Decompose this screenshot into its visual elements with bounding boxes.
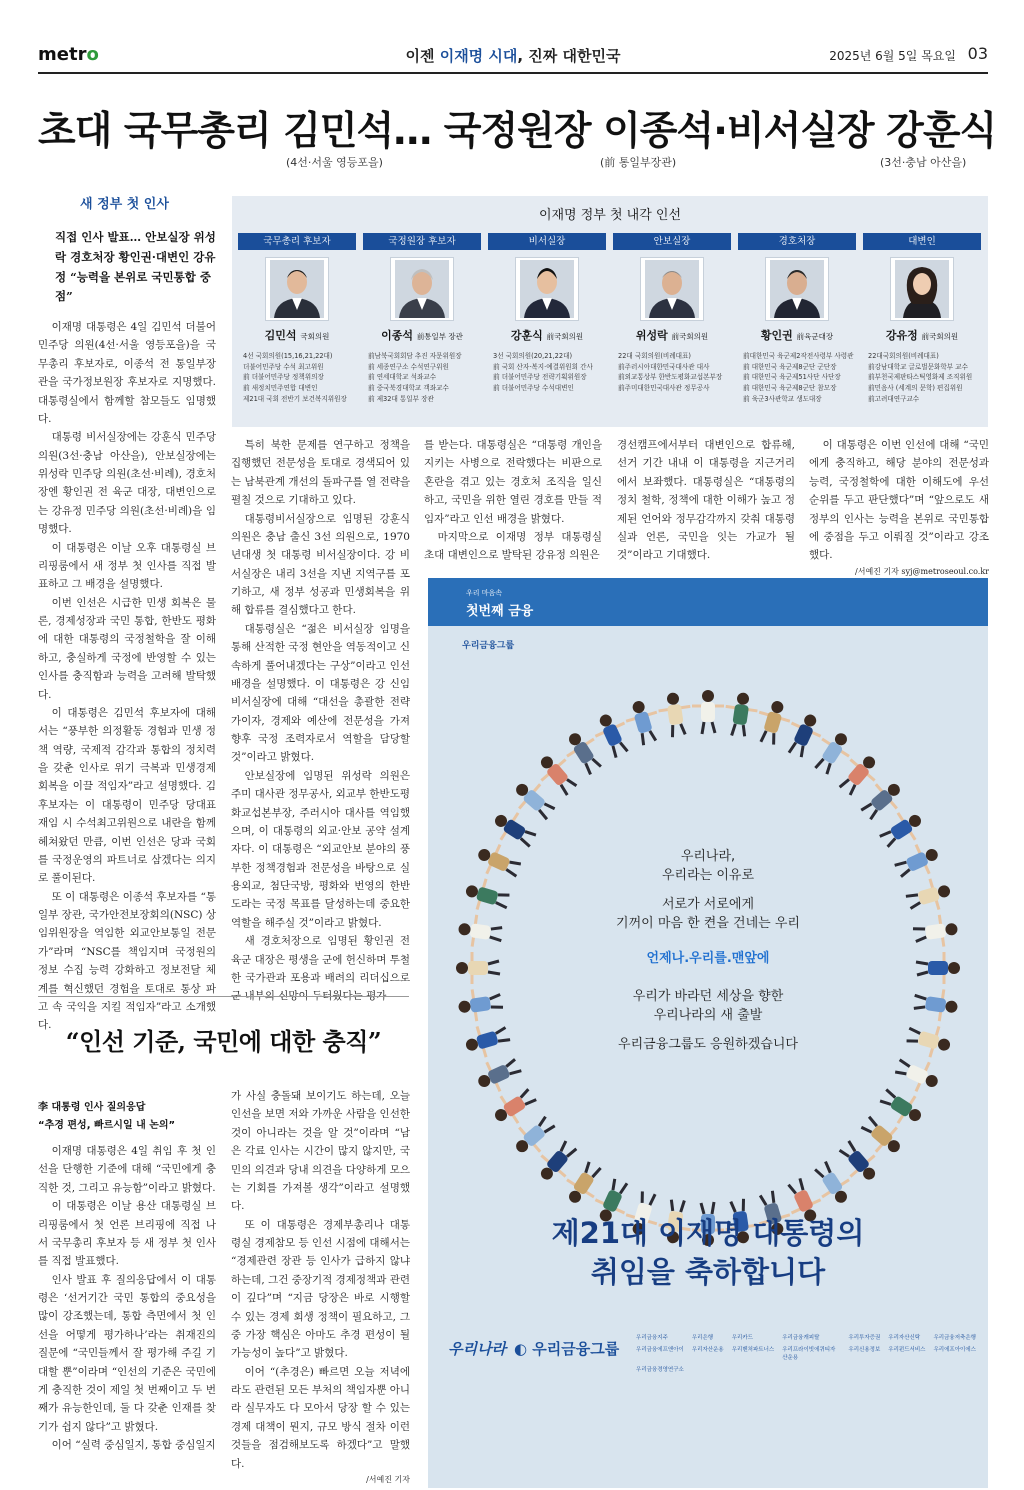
subsidiary-name: 우리프라이빗에퀴티자산운용 xyxy=(782,1347,836,1361)
subsidiary-name: 우리금융캐피탈 xyxy=(782,1335,820,1341)
woori-logo-icon: ◐ xyxy=(513,1340,533,1358)
slogan-pre: 이젠 xyxy=(405,47,440,65)
portrait-icon xyxy=(645,260,699,318)
career-line: 前주미대한민국대사관 정무공사 xyxy=(618,384,710,393)
person-affiliation: 前국회의원 xyxy=(546,332,584,341)
career-line: 제21대 국회 전반기 보건복지위원장 xyxy=(243,394,347,403)
career-line: 前 국회 산자·복지·예결위원회 간사 xyxy=(493,362,593,371)
paragraph: 인사 발표 후 질의응답에서 이 대통령은 ‘선거기간 국민 통합의 중요성을 많이 강조했는데, 통합 측면에서 첫 인선을 어떻게 평가하나’라는 취재진의 질문에 “국민들께서 잘 평가해 주길 기대할 뿐”이라며 “인선의 기준은 국민에게 충직한 것이 제일 첫 번째이고 두 번째가 유능한인데, 둘 다 갖춘 인재를 찾기가 쉽지 않다”고 밝혔다. xyxy=(38,1273,216,1433)
woori-finance-advertisement[interactable] xyxy=(428,578,988,1488)
paragraph: 가 사실 충돌돼 보이기도 하는데, 오늘 인선을 보면 저와 가까운 사람을 인선한 것이 아니라는 것을 알 것”이라며 “남은 각료 인사는 시간이 많지 않지만, 국민의 의견과 당내 의견을 다양하게 모으는 기회를 가져볼 생각”이라고 설명했다. xyxy=(231,1090,410,1213)
career-line: 22대 국회의원(비례대표) xyxy=(618,352,691,360)
paragraph: 이재명 대통령은 4일 김민석 더불어민주당 의원(4선·서울 영등포을)을 국무총리 후보자로, 이종석 전 통일부장관을 국가정보원장 후보자로 지명했다. 대통령실에서 함께할 참모들도 임명했다. xyxy=(38,321,216,425)
portrait-icon xyxy=(895,260,949,318)
career-line: 더불어민주당 수석 최고위원 xyxy=(243,362,324,371)
ad-badge-big: 첫번째 금융 xyxy=(466,604,534,619)
person-card-spokesperson xyxy=(863,233,981,404)
career-line: 前 연세대학교 석좌교수 xyxy=(368,373,437,382)
career-line: 前 대한민국 육군제8군단 군단장 xyxy=(743,362,837,371)
subsidiary-name: 우리투자증권 xyxy=(848,1335,881,1341)
portrait-icon xyxy=(395,260,449,318)
paragraph: 마지막으로 이재명 정부 대통령실 초대 대변인으로 발탁된 강유정 의원은 xyxy=(424,530,602,562)
person-affiliation: 前육군대장 xyxy=(796,332,834,341)
person-name: 강훈식 xyxy=(510,329,543,342)
issue-date: 2025년 6월 5일 목요일 xyxy=(829,49,956,63)
person-name: 황인권 xyxy=(760,329,793,342)
career-line: 前 더불어민주당 수석대변인 xyxy=(493,384,574,393)
career-line: 前 육군3사관학교 생도대장 xyxy=(743,394,822,403)
paragraph: 특히 북한 문제를 연구하고 정책을 집행했던 전문성을 토대로 경색되어 있는 남북관계 개선의 돌파구를 열 전략을 펼칠 것으로 기대하고 있다. xyxy=(231,439,410,507)
person-career xyxy=(238,351,356,404)
subsidiary-name: 우리펀드서비스 xyxy=(888,1347,926,1353)
article2-column-2 xyxy=(231,1087,410,1487)
person-name-row xyxy=(363,327,481,343)
subsidiary-name: 우리자산신탁 xyxy=(888,1335,921,1341)
paragraph: 대통령 비서실장에는 강훈식 민주당 의원(3선·충남 아산을), 안보실장에는 위성락 민주당 의원(초선·비례), 경호처장엔 황인권 전 육군 대장, 대변인으로는 강유정 민주당 의원(초선·비례)을 임명했다. xyxy=(38,431,216,536)
ad-badge-small: 우리 마음속 xyxy=(466,589,503,597)
article2-byline: /서예진 기자 xyxy=(366,1474,410,1484)
paragraph: 또 이 대통령은 경제부총리나 대통령실 경제참모 등 인선 시점에 대해서는 “경제관련 장관 등 인사가 급하지 않냐 하는데, 그건 중장기적 경제정책과 관련이 깊다”며 “지금 당장은 바로 시행할 수 있는 경제 회생 정책이 필요하고, 그중 가장 핵심은 아마도 추경 편성이 될 가능성이 높다”고 밝혔다. xyxy=(231,1218,410,1360)
ad-message-3 xyxy=(428,988,988,1026)
person-name-row xyxy=(238,327,356,343)
career-line: 4선 국회의원(15,16,21,22대) xyxy=(243,352,333,360)
ad-message-2 xyxy=(428,896,988,934)
person-photo xyxy=(390,257,454,321)
paragraph: 이재명 대통령은 4일 취임 후 첫 인선을 단행한 기준에 대해 “국민에게 충직한 것, 그리고 유능함”이라고 밝혔다. xyxy=(38,1145,216,1194)
ad-subsidiary-list xyxy=(636,1333,976,1373)
paragraph: 대통령비서실장으로 임명된 강훈식 의원은 충남 출신 3선 의원으로, 1970년대생 첫 대통령 비서실장이다. 강 비서실장은 내리 3선을 지낸 지역구를 포기하고, 새 정부 성공과 민생회복을 위해 합류를 결심했다고 한다. xyxy=(231,512,410,617)
person-name: 이종석 xyxy=(381,329,413,342)
career-line: 22대국회의원(비례대표) xyxy=(868,352,939,360)
person-career xyxy=(613,351,731,394)
career-line: 前 더불어민주당 전략기획위원장 xyxy=(493,373,587,382)
career-line: 前대한민국 육군제2작전사령부 사령관 xyxy=(743,352,854,360)
slogan-post: , 진짜 대한민국 xyxy=(517,47,621,65)
article1-column-3 xyxy=(424,436,602,565)
paragraph: 안보실장에 임명된 위성락 의원은 주미 대사관 정무공사, 외교부 한반도평화교섭본부장, 주러시아 대사를 역임했으며, 이 대통령의 외교·안보 공약 설계자다. 이 대통령은 “외교안보 분야의 풍부한 정책경험과 전문성을 바탕으로 실용외교, 첨단국방, 평화와 번영의 한반도라는 국정 목표를 달성하는데 중요한 역할을 해주실 것”이라고 밝혔다. xyxy=(231,769,410,929)
subsidiary-name: 우리금융에프앤아이 xyxy=(636,1347,684,1353)
person-photo xyxy=(890,257,954,321)
person-card-security-service xyxy=(738,233,856,404)
career-line: 前 대한민국 육군제8군단 참모장 xyxy=(743,384,837,393)
paragraph: 이어 “실력 중심일지, 통합 중심일지 xyxy=(51,1439,216,1451)
person-name-row xyxy=(738,327,856,343)
article-kicker: 새 정부 첫 인사 xyxy=(80,197,169,212)
headline-subcaption-2: (前 통일부장관) xyxy=(600,156,677,169)
career-line: 前 새정치민주연합 대변인 xyxy=(243,384,318,393)
person-career xyxy=(488,351,606,394)
subsidiary-name: 우리은행 xyxy=(691,1335,714,1341)
article2-subhead-2: “추경 편성, 빠르시일 내 논의” xyxy=(38,1120,176,1131)
career-line: 前주러시아대한민국대사관 대사 xyxy=(618,362,710,371)
paragraph: 이 대통령은 이번 인선에 대해 “국민에게 충직하고, 해당 분야의 전문성과 능력, 국정철학에 대한 이해도에 우선 순위를 두고 판단했다”며 “앞으로도 새 정부의 인사는 능력을 본위로 국민통합에 중점을 두고 이뤄질 것”이라고 강조했다. xyxy=(809,439,989,562)
ad-slogan: 언제나.우리를.맨앞에 xyxy=(646,951,770,966)
person-role: 국무총리 후보자 xyxy=(238,233,356,250)
infobox-title: 이재명 정부 첫 내각 인선 xyxy=(538,208,682,223)
career-line: 前강남대학교 글로벌문화학부 교수 xyxy=(868,362,968,371)
person-card-chief-of-staff xyxy=(488,233,606,394)
career-line: 前 제32대 통일부 장관 xyxy=(368,394,434,403)
portrait-icon xyxy=(270,260,324,318)
person-role: 대변인 xyxy=(863,233,981,250)
subsidiary-name: 우리에프아이에스 xyxy=(933,1347,976,1353)
article-deck: 직접 인사 발표… 안보실장 위성락 경호처장 황인권·대변인 강유정 “능력을 본위로 국민통합 중점” xyxy=(55,230,216,304)
paragraph: 이번 인선은 시급한 민생 회복은 물론, 경제성장과 국민 통합, 한반도 평화에 대한 대통령의 국정철학을 잘 이해하고, 충실하게 국정에 반영할 수 있는 인사를 충직함과 능력을 고려해 발탁했다. xyxy=(38,596,216,701)
subsidiary-name: 우리카드 xyxy=(731,1335,753,1341)
person-career xyxy=(738,351,856,404)
ad-line: 우리가 바라던 세상을 향한 xyxy=(632,989,784,1004)
paragraph: 또 이 대통령은 이종석 후보자를 “통일부 장관, 국가안전보장회의(NSC) 상임위원장을 역임한 외교안보통일 전문가”라며 “NSC를 책임지며 국정원의 정보 수집 능력 강화하고 정보전달 체계를 혁신했던 경험을 토대로 통상 파고 속 국익을 지킬 적임자”라고 소개했다. xyxy=(38,890,216,1032)
person-name: 강유정 xyxy=(885,329,918,342)
ad-footer-logo[interactable] xyxy=(448,1338,619,1359)
paragraph: 를 받는다. 대통령실은 “대통령 개인을 지키는 사병으로 전락했다는 비판으로 혼란을 겪고 있는 경호처 조직을 일신하고, 국민을 위한 열린 경호를 만들 적임자”라고 인선 배경을 밝혔다. xyxy=(424,439,602,525)
person-name-row xyxy=(488,327,606,343)
career-line: 前민음사 (세계의 문학) 편집위원 xyxy=(868,384,963,393)
career-line: 前 대한민국 육군제51사단 사단장 xyxy=(743,373,841,382)
career-line: 前부천국제판타스틱영화제 조직위원 xyxy=(868,373,973,382)
article2-headline: “인선 기준, 국민에 대한 충직” xyxy=(65,1027,382,1056)
article2-subhead-1: 李 대통령 인사 질의응답 xyxy=(38,1102,146,1113)
paragraph: 이 대통령은 이날 용산 대통령실 브리핑룸에서 첫 언론 브리핑에 직접 나서 국무총리 후보자 등 새 정부 첫 인사를 직접 발표했다. xyxy=(38,1200,216,1268)
ad-line: 우리라는 이유로 xyxy=(661,867,755,883)
subsidiary-name: 우리벤처파트너스 xyxy=(731,1347,775,1353)
career-line: 前고려대연구교수 xyxy=(868,394,920,403)
ad-congrats-line-1: 제21대 이재명 대통령의 xyxy=(551,1216,865,1250)
person-photo xyxy=(765,257,829,321)
portrait-icon xyxy=(770,260,824,318)
subsidiary-name: 우리신용정보 xyxy=(848,1347,881,1353)
article2-column-1 xyxy=(38,1142,216,1454)
person-career xyxy=(363,351,481,404)
ad-line: 우리나라, xyxy=(680,849,736,864)
person-photo xyxy=(515,257,579,321)
person-role: 비서실장 xyxy=(488,233,606,250)
person-role: 국정원장 후보자 xyxy=(363,233,481,250)
slogan-highlight: 이재명 시대 xyxy=(439,47,518,65)
logo-text: metr xyxy=(38,44,87,65)
cabinet-infobox xyxy=(232,196,988,427)
career-line: 前 중국북경대학교 객좌교수 xyxy=(368,384,449,393)
headline-subcaption-3: (3선·충남 아산을) xyxy=(880,156,967,169)
paragraph: 경선캠프에서부터 대변인으로 합류해, 선거 기간 내내 이 대통령을 지근거리에서 보좌했다. 대통령실은 “대통령의 정치 철학, 정책에 대한 이해가 높고 정제된 언어와 정무감각까지 갖춰 대통령실과 언론, 국민을 잇는 가교가 될 것”이라고 기대했다. xyxy=(617,439,795,562)
person-name: 위성락 xyxy=(635,329,668,342)
career-line: 前남북국회회담 추진 자문위원장 xyxy=(368,352,462,360)
portrait-icon xyxy=(520,260,574,318)
ad-footer-brand: 우리금융그룹 xyxy=(532,1340,620,1358)
person-role: 경호처장 xyxy=(738,233,856,250)
ad-congrats-headline xyxy=(428,1214,988,1292)
person-name: 김민석 xyxy=(264,329,297,342)
person-name-row xyxy=(863,327,981,343)
article1-column-1 xyxy=(38,318,216,1035)
person-role: 안보실장 xyxy=(613,233,731,250)
person-career xyxy=(863,351,981,404)
person-photo xyxy=(640,257,704,321)
subsidiary-name: 우리금융경영연구소 xyxy=(636,1367,684,1373)
article1-column-4 xyxy=(617,436,795,565)
person-affiliation: 국회의원 xyxy=(300,332,330,341)
ad-brand-top: 우리금융그룹 xyxy=(462,641,515,651)
page-number: 03 xyxy=(967,44,988,63)
ad-line: 우리나라의 새 출발 xyxy=(653,1007,763,1023)
article1-column-5 xyxy=(809,436,989,579)
masthead xyxy=(38,40,988,74)
paragraph: 이 대통령은 김민석 후보자에 대해서는 “풍부한 의정활동 경험과 민생 정책 역량, 국제적 감각과 통합의 정치력을 갖춘 인사로 위기 극복과 민생경제 회복을 이끌 적임자”라고 설명했다. 김 후보자는 이 대통령이 민주당 당대표 재임 시 수석최고위원으로 내란을 함께 헤쳐왔던 만큼, 이번 인선은 당과 국회를 국정운영의 파트너로 삼겠다는 의지로 풀이된다. xyxy=(38,706,216,885)
career-line: 前외교통상부 한반도평화교섭본부장 xyxy=(618,373,723,382)
person-affiliation: 前국회의원 xyxy=(671,332,709,341)
career-line: 前 더불어민주당 정책위의장 xyxy=(243,373,324,382)
paragraph: 이 대통령은 이날 오후 대통령실 브리핑룸에서 새 정부 첫 인사를 직접 발표하고 그 배경을 설명했다. xyxy=(38,541,216,591)
person-affiliation: 前통일부 장관 xyxy=(416,332,463,341)
person-name-row xyxy=(613,327,731,343)
ad-line: 기꺼이 마음 한 켠을 건네는 우리 xyxy=(616,915,800,931)
person-photo xyxy=(265,257,329,321)
article1-column-2 xyxy=(231,436,410,1006)
paragraph: 이어 “(추경은) 빠르면 오늘 저녁에라도 관련된 모든 부처의 책임자뿐 아니라 실무자도 다 모아서 당장 할 수 있는 경제 대책이 뭔지, 규모 방식 절차 이런 것들을 점검해보도록 하겠다”고 말했다. xyxy=(231,1365,410,1470)
headline-subcaption-1: (4선·서울 영등포을) xyxy=(286,156,383,169)
person-card-nis xyxy=(363,233,481,404)
subsidiary-name: 우리금융저축은행 xyxy=(933,1335,976,1341)
paragraph: 새 경호처장으로 임명된 황인권 전 육군 대장은 평생을 군에 헌신하며 투철한 국가관과 포용과 배려의 리더십으로 군 내부의 신망이 두터웠다는 평가 xyxy=(231,935,410,1003)
person-affiliation: 前국회의원 xyxy=(921,332,959,341)
main-headline: 초대 국무총리 김민석… 국정원장 이종석·비서실장 강훈식 xyxy=(38,109,997,154)
person-card-pm xyxy=(238,233,356,404)
ad-message-4: 우리금융그룹도 응원하겠습니다 xyxy=(618,1037,798,1052)
career-line: 3선 국회의원(20,21,22대) xyxy=(493,352,573,360)
ad-congrats-line-2: 취임을 축하합니다 xyxy=(590,1255,826,1290)
ad-message-1 xyxy=(428,848,988,886)
logo-o: o xyxy=(86,44,99,65)
subsidiary-name: 우리자산운용 xyxy=(691,1347,724,1353)
paragraph: 대통령실은 “젊은 비서실장 임명을 통해 산적한 국정 현안을 역동적이고 신속하게 풀어내겠다는 구상”이라고 인선 배경을 설명했다. 이 대통령은 강 신임 비서실장에 대해 “대선을 총괄한 전략가이자, 경제와 예산에 전문성을 가져 향후 국정 조력자로서 역할을 담당할 것”이라고 밝혔다. xyxy=(231,622,410,764)
ad-line: 서로가 서로에게 xyxy=(661,897,755,912)
section-divider xyxy=(38,996,409,997)
subsidiary-name: 우리금융지주 xyxy=(636,1335,668,1341)
career-line: 前 세종연구소 수석연구위원 xyxy=(368,362,449,371)
person-card-security xyxy=(613,233,731,394)
ad-footer-script: 우리나라 xyxy=(448,1340,506,1358)
article1-byline: /서예진 기자 syj@metroseoul.co.kr xyxy=(855,566,989,576)
